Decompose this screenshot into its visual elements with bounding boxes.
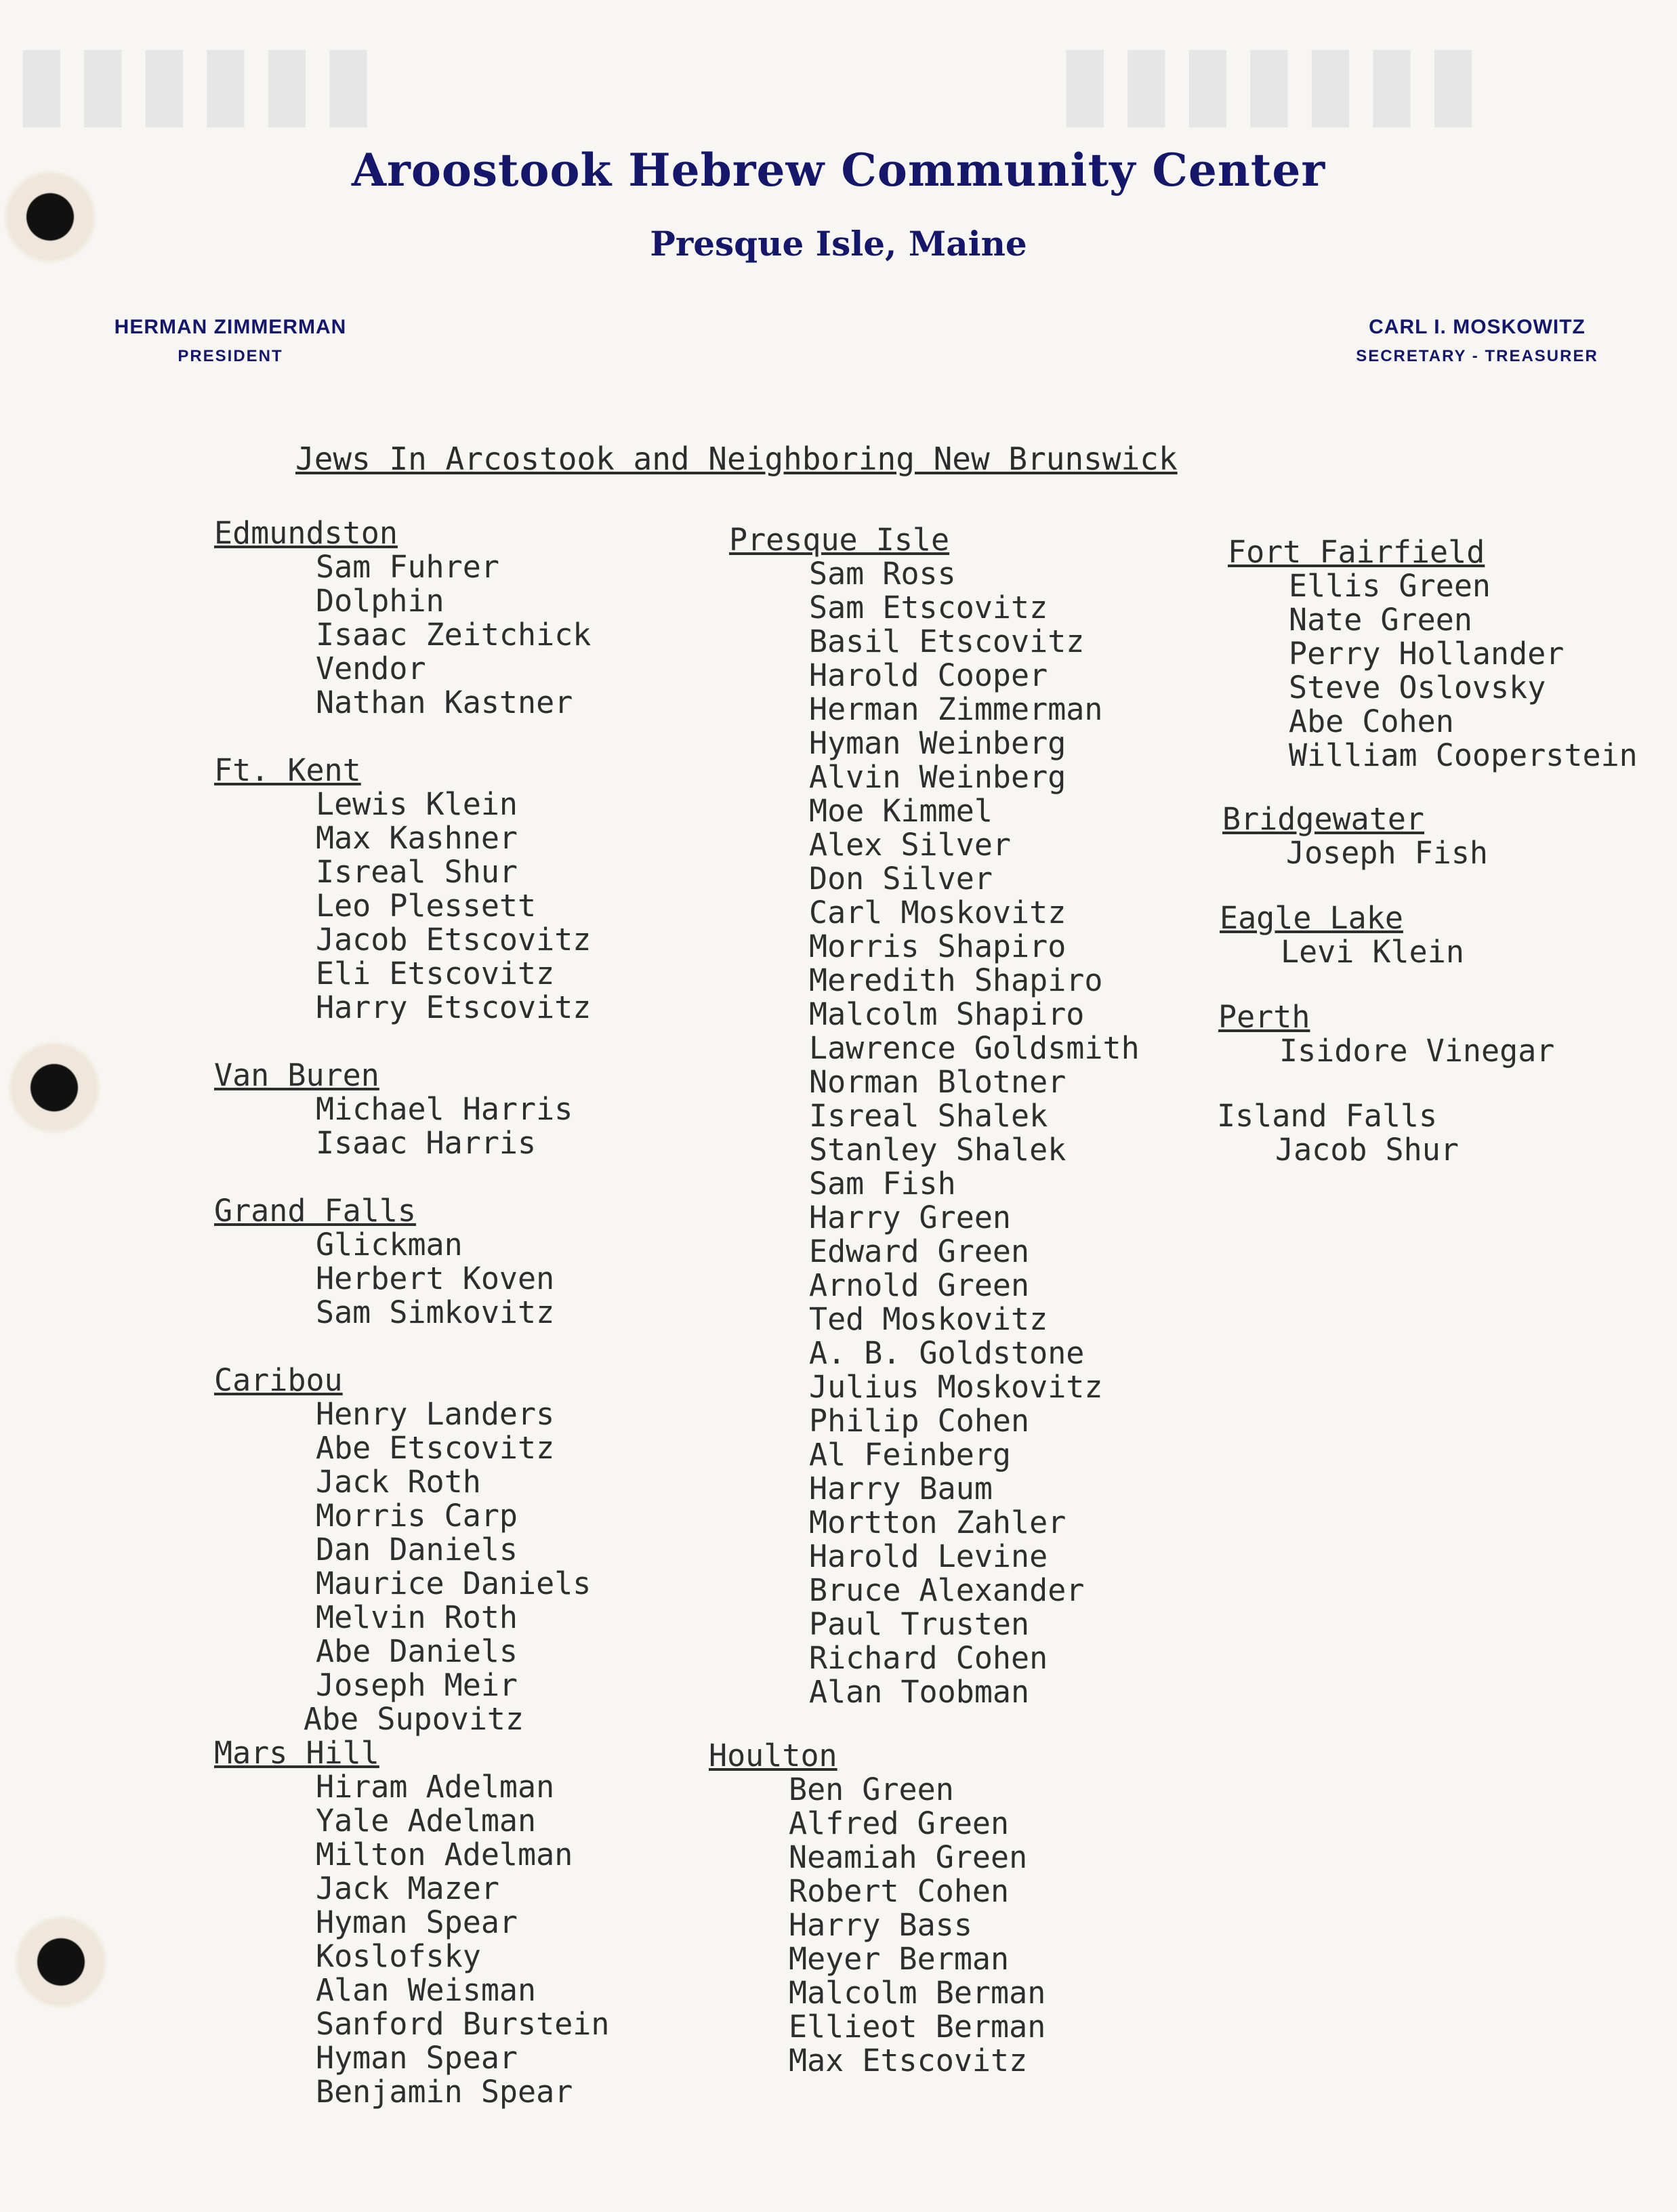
person-name: Joseph Fish xyxy=(1286,835,1489,871)
person-name: Philip Cohen xyxy=(809,1403,1030,1439)
left-column xyxy=(214,516,609,2109)
document-heading: Jews In Arcostook and Neighboring New Brunswick xyxy=(295,441,1178,477)
person-name: Bruce Alexander xyxy=(809,1572,1085,1608)
town-heading: Edmundston xyxy=(214,515,398,551)
person-name: Harry Bass xyxy=(789,1907,972,1943)
person-name: Lawrence Goldsmith xyxy=(809,1030,1140,1066)
person-name: Melvin Roth xyxy=(316,1599,518,1635)
person-name: Julius Moskovitz xyxy=(809,1369,1103,1405)
town-heading: Perth xyxy=(1218,999,1310,1035)
bleed-through-right: ▮▮▮▮▮▮▮ xyxy=(1057,20,1487,140)
president-block xyxy=(85,316,376,366)
person-name: Mortton Zahler xyxy=(809,1504,1067,1540)
person-name: Ellis Green xyxy=(1289,568,1491,604)
person-name: Ellieot Berman xyxy=(789,2009,1046,2045)
person-name: Ben Green xyxy=(789,1771,954,1807)
person-name: Moe Kimmel xyxy=(809,793,993,829)
person-name: Hyman Weinberg xyxy=(809,725,1067,761)
town-heading: Presque Isle xyxy=(729,522,950,558)
person-name: Sanford Burstein xyxy=(316,2006,610,2042)
person-name: William Cooperstein xyxy=(1289,737,1638,773)
town-heading: Grand Falls xyxy=(214,1193,417,1229)
person-name: Harry Green xyxy=(809,1200,1012,1235)
person-name: Joseph Meir xyxy=(316,1667,518,1703)
person-name: Neamiah Green xyxy=(789,1839,1028,1875)
town-heading: Houlton xyxy=(709,1738,837,1774)
person-name: Alan Toobman xyxy=(809,1674,1030,1710)
person-name: Alex Silver xyxy=(809,827,1012,863)
person-name: Ted Moskovitz xyxy=(809,1301,1048,1337)
person-name: Hiram Adelman xyxy=(316,1769,555,1805)
person-name: Sam Ross xyxy=(809,556,956,592)
person-name: Abe Etscovitz xyxy=(316,1430,555,1466)
person-name: Sam Etscovitz xyxy=(809,590,1048,626)
person-name: Hyman Spear xyxy=(316,2040,518,2076)
person-name: Perry Hollander xyxy=(1289,636,1565,672)
person-name: Isaac Zeitchick xyxy=(316,617,592,653)
person-name: Al Feinberg xyxy=(809,1437,1012,1473)
person-name: Dan Daniels xyxy=(316,1532,518,1568)
person-name: Nathan Kastner xyxy=(316,684,573,720)
person-name-added: Abe Supovitz xyxy=(304,1701,524,1737)
person-name: Arnold Green xyxy=(809,1267,1030,1303)
secretary-treasurer-block xyxy=(1331,316,1623,366)
person-name: Benjamin Spear xyxy=(316,2074,573,2110)
person-name: Jack Roth xyxy=(316,1464,481,1500)
person-name: Richard Cohen xyxy=(809,1640,1048,1676)
person-name: Koslofsky xyxy=(316,1938,481,1974)
person-name: Alan Weisman xyxy=(316,1972,537,2008)
person-name: Isidore Vinegar xyxy=(1279,1033,1555,1069)
person-name: Lewis Klein xyxy=(316,786,518,822)
town-heading: Mars Hill xyxy=(214,1735,379,1771)
punch-hole-middle xyxy=(7,1040,102,1135)
person-name: Alfred Green xyxy=(789,1805,1010,1841)
person-name: Paul Trusten xyxy=(809,1606,1030,1642)
person-name: Harry Etscovitz xyxy=(316,989,592,1025)
person-name: Nate Green xyxy=(1289,602,1472,638)
person-name: Harry Baum xyxy=(809,1471,993,1507)
person-name: Levi Klein xyxy=(1281,934,1464,970)
town-heading: Fort Fairfield xyxy=(1228,534,1485,570)
person-name: Henry Landers xyxy=(316,1396,555,1432)
organization-location: Presque Isle, Maine xyxy=(650,224,1027,264)
person-name: Yale Adelman xyxy=(316,1803,537,1839)
person-name: Eli Etscovitz xyxy=(316,956,555,991)
person-name: Sam Fuhrer xyxy=(316,549,499,585)
person-name: Morris Shapiro xyxy=(809,928,1067,964)
right-column xyxy=(1217,534,1638,1168)
person-name: Jacob Etscovitz xyxy=(316,922,592,958)
person-name: Harold Levine xyxy=(809,1538,1048,1574)
person-name: Meyer Berman xyxy=(789,1941,1010,1977)
person-name: Abe Daniels xyxy=(316,1633,518,1669)
person-name: Max Kashner xyxy=(316,820,518,856)
person-name: Max Etscovitz xyxy=(789,2043,1028,2078)
person-name: Carl Moskovitz xyxy=(809,895,1067,930)
person-name: Leo Plessett xyxy=(316,888,537,924)
person-name: Herbert Koven xyxy=(316,1261,555,1296)
person-name: Isreal Shur xyxy=(316,854,518,890)
person-name: Sam Fish xyxy=(809,1166,956,1202)
person-name: Michael Harris xyxy=(316,1091,573,1127)
person-name: Isreal Shalek xyxy=(809,1098,1048,1134)
town-heading: Van Buren xyxy=(214,1057,379,1093)
person-name: Glickman xyxy=(316,1227,463,1263)
middle-column xyxy=(709,522,1140,2078)
person-name: Alvin Weinberg xyxy=(809,759,1067,795)
town-heading: Bridgewater xyxy=(1222,801,1425,837)
person-name: A. B. Goldstone xyxy=(809,1335,1085,1371)
person-name: Meredith Shapiro xyxy=(809,962,1103,998)
person-name: Stanley Shalek xyxy=(809,1132,1067,1168)
punch-hole-bottom xyxy=(14,1914,108,2009)
person-name: Abe Cohen xyxy=(1289,703,1454,739)
organization-name: Aroostook Hebrew Community Center xyxy=(351,144,1326,197)
town-heading: Eagle Lake xyxy=(1220,900,1403,936)
town-heading: Ft. Kent xyxy=(214,752,361,788)
secretary-treasurer-title: SECRETARY - TREASURER xyxy=(1356,347,1598,365)
president-name: HERMAN ZIMMERMAN xyxy=(114,316,347,338)
person-name: Malcolm Shapiro xyxy=(809,996,1085,1032)
person-name: Harold Cooper xyxy=(809,657,1048,693)
person-name: Jacob Shur xyxy=(1275,1132,1459,1168)
person-name: Isaac Harris xyxy=(316,1125,537,1161)
person-name: Don Silver xyxy=(809,861,993,897)
person-name: Milton Adelman xyxy=(316,1837,573,1872)
person-name: Edward Green xyxy=(809,1233,1030,1269)
person-name: Morris Carp xyxy=(316,1498,518,1534)
person-name: Hyman Spear xyxy=(316,1904,518,1940)
person-name: Dolphin xyxy=(316,583,444,619)
person-name: Malcolm Berman xyxy=(789,1975,1046,2011)
person-name: Norman Blotner xyxy=(809,1064,1067,1100)
person-name: Maurice Daniels xyxy=(316,1565,592,1601)
town-heading: Island Falls xyxy=(1217,1098,1438,1134)
person-name: Robert Cohen xyxy=(789,1873,1010,1909)
person-name: Herman Zimmerman xyxy=(809,691,1103,727)
secretary-treasurer-name: CARL I. MOSKOWITZ xyxy=(1369,316,1586,338)
person-name: Sam Simkovitz xyxy=(316,1294,555,1330)
town-heading: Caribou xyxy=(214,1362,343,1398)
person-name: Jack Mazer xyxy=(316,1870,499,1906)
president-title: PRESIDENT xyxy=(178,347,283,365)
person-name: Basil Etscovitz xyxy=(809,623,1085,659)
person-name: Vendor xyxy=(316,651,426,687)
person-name: Steve Oslovsky xyxy=(1289,670,1546,705)
bleed-through-left: ▮▮▮▮▮▮ xyxy=(14,20,382,140)
